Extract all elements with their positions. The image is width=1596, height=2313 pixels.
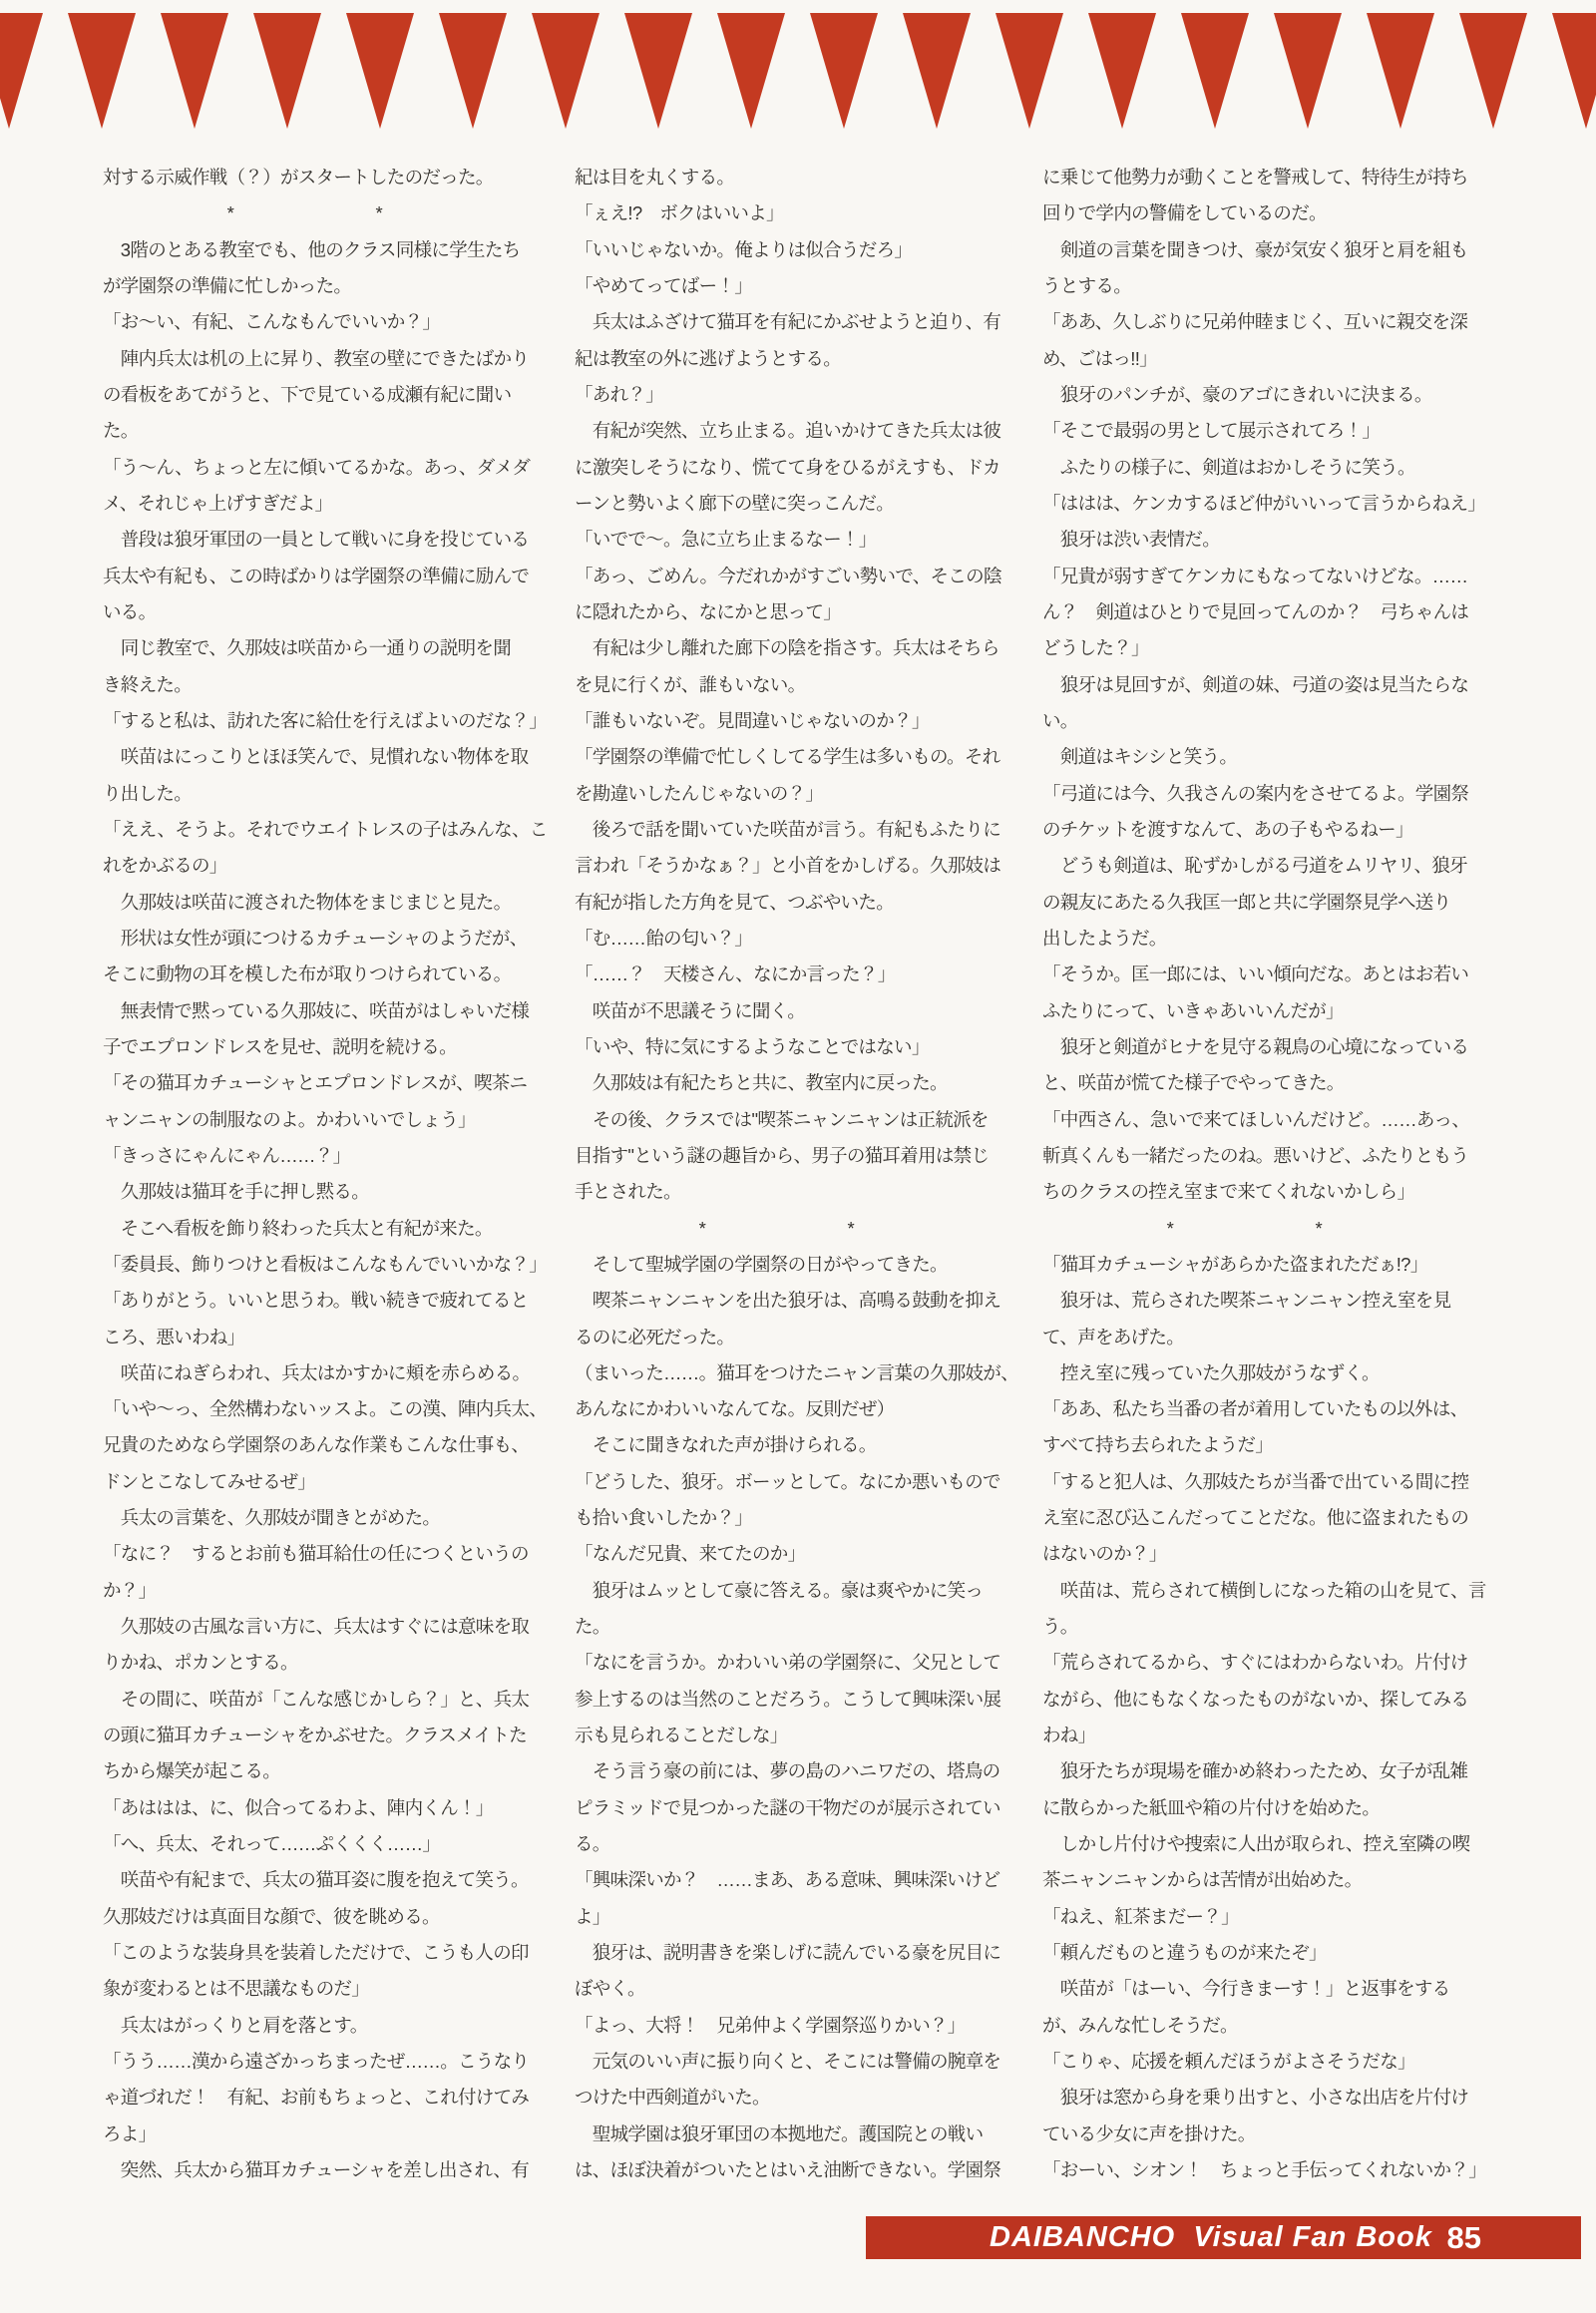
text-line: 「やめてってばー！」 <box>575 274 753 296</box>
text-line: 「おーい、シオン！ ちょっと手伝ってくれないか？」 <box>1042 2159 1487 2181</box>
text-line: め、ごはっ!!」 <box>1042 347 1157 369</box>
text-line: を勘違いしたんじゃないの？」 <box>575 782 824 804</box>
text-line: るのに必死だった。 <box>575 1326 735 1348</box>
text-line: ピラミッドで見つかった謎の干物だのが展示されてい <box>575 1796 1000 1818</box>
text-line: うとする。 <box>1042 274 1132 296</box>
text-line: 参上するのは当然のことだろう。こうして興味深い展 <box>575 1688 1001 1710</box>
text-line: 久那妓は猫耳を手に押し黙る。 <box>103 1181 370 1203</box>
text-line: 「なに？ するとお前も猫耳給仕の任につくというの <box>103 1543 529 1565</box>
text-line: ふたりの様子に、剣道はおかしそうに笑う。 <box>1042 456 1415 478</box>
text-line: しかし片付けや捜索に人出が取られ、控え室隣の喫 <box>1042 1833 1470 1855</box>
text-line: どうした？」 <box>1042 637 1149 659</box>
text-line: 「いいじゃないか。俺よりは似合うだろ」 <box>575 238 913 260</box>
text-line: 「いや〜っ、全然構わないッスよ。この漢、陣内兵太、 <box>103 1398 548 1420</box>
text-line: ふたりにって、いきゃあいいんだが」 <box>1042 999 1344 1021</box>
text-line: は、ほぼ決着がついたとはいえ油断できない。学園祭 <box>575 2159 1001 2181</box>
text-line: を見に行くが、誰もいない。 <box>575 673 806 695</box>
text-line: そう言う豪の前には、夢の島のハニワだの、塔鳥の <box>575 1760 1000 1782</box>
text-line: 対する示威作戦（？）がスタートしたのだった。 <box>103 167 494 188</box>
text-column-3 <box>1042 160 1493 2188</box>
pennant-icon <box>532 13 599 129</box>
text-line: 「よっ、大将！ 兄弟仲よく学園祭巡りかい？」 <box>575 2014 966 2036</box>
text-line: ドンとこなしてみせるぜ」 <box>103 1470 316 1492</box>
pennant-icon <box>0 13 43 129</box>
text-line: 「そうか。匡一郎には、いい傾向だな。あとはお若い <box>1042 964 1469 985</box>
text-line: * * <box>1042 1217 1323 1239</box>
text-line: すべて持ち去られたようだ」 <box>1042 1434 1274 1456</box>
text-line: 咲苗が「はーい、今行きまーす！」と返事をする <box>1042 1978 1450 2000</box>
pennant-icon <box>68 13 136 129</box>
text-line: 斬真くんも一緒だったのね。悪いけど、ふたりともう <box>1042 1144 1469 1166</box>
text-column-1 <box>103 160 554 2188</box>
text-line: 「すると犯人は、久那妓たちが当番で出ている間に控 <box>1042 1470 1469 1492</box>
text-line: が、みんな忙しそうだ。 <box>1042 2014 1238 2036</box>
text-line: 「学園祭の準備で忙しくしてる学生は多いもの。それ <box>575 746 1000 768</box>
text-line: 兵太はふざけて猫耳を有紀にかぶせようと迫り、有 <box>575 311 1001 333</box>
text-line: ん？ 剣道はひとりで見回ってんのか？ 弓ちゃんは <box>1042 600 1469 622</box>
text-line: * * <box>103 202 383 224</box>
pennant-icon <box>346 13 414 129</box>
text-line: に散らかった紙皿や箱の片付けを始めた。 <box>1042 1796 1381 1818</box>
text-line: 「ははは、ケンカするほど仲がいいって言うからねえ」 <box>1042 492 1486 514</box>
text-line: ころ、悪いわね」 <box>103 1326 245 1348</box>
text-line: ちから爆笑が起こる。 <box>103 1760 281 1782</box>
text-line: 「いでで〜。急に立ち止まるなー！」 <box>575 529 877 551</box>
text-line: に乗じて他勢力が動くことを警戒して、特待生が持ち <box>1042 167 1468 188</box>
text-line: 咲苗にねぎらわれ、兵太はかすかに頬を赤らめる。 <box>103 1361 531 1383</box>
pennant-banner <box>0 13 1596 129</box>
text-line: ろよ」 <box>103 2122 157 2144</box>
text-line: あんなにかわいいなんてな。反則だぜ） <box>575 1398 895 1420</box>
text-line: 「ああ、私たち当番の者が着用していたもの以外は、 <box>1042 1398 1468 1420</box>
text-line: 「あははは、に、似合ってるわよ、陣内くん！」 <box>103 1796 494 1818</box>
text-line: 兵太はがっくりと肩を落とす。 <box>103 2014 368 2036</box>
text-line: 「……？ 天楼さん、なにか言った？」 <box>575 964 896 985</box>
text-line: て、声をあげた。 <box>1042 1326 1185 1348</box>
text-line: 有紀が指した方角を見て、つぶやいた。 <box>575 891 895 913</box>
text-line: 咲苗は、荒らされて横倒しになった箱の山を見て、言 <box>1042 1579 1486 1601</box>
pennant-icon <box>1274 13 1342 129</box>
pennant-icon <box>439 13 507 129</box>
text-line: 紀は教室の外に逃げようとする。 <box>575 347 842 369</box>
text-line: 「きっさにゃんにゃん……？」 <box>103 1144 351 1166</box>
text-line: 「ぇえ!? ボクはいいよ」 <box>575 202 784 224</box>
text-line: 狼牙のパンチが、豪のアゴにきれいに決まる。 <box>1042 383 1432 405</box>
text-line: え室に忍び込こんだってことだな。他に盗まれたもの <box>1042 1507 1469 1529</box>
text-line: 「中西さん、急いで来てほしいんだけど。……あっ、 <box>1042 1108 1470 1130</box>
text-line: 兵太や有紀も、この時ばかりは学園祭の準備に励んで <box>103 565 530 586</box>
pennant-icon <box>717 13 785 129</box>
text-line: 咲苗が不思議そうに聞く。 <box>575 999 806 1021</box>
text-line: か？」 <box>103 1579 157 1601</box>
text-line: 狼牙はムッとして豪に答える。豪は爽やかに笑っ <box>575 1579 984 1601</box>
text-line: メ、それじゃ上げすぎだよ」 <box>103 492 333 514</box>
text-line: 子でエプロンドレスを見せ、説明を続ける。 <box>103 1035 457 1057</box>
text-line: り出した。 <box>103 782 193 804</box>
text-column-2 <box>575 160 1025 2188</box>
text-line: いる。 <box>103 600 157 622</box>
text-line: き終えた。 <box>103 673 193 695</box>
text-line: 3階のとある教室でも、他のクラス同様に学生たち <box>103 238 521 260</box>
pennant-icon <box>253 13 321 129</box>
text-line: 突然、兵太から猫耳カチューシャを差し出され、有 <box>103 2159 530 2181</box>
footer-bar <box>866 2216 1581 2259</box>
text-line: 紀は目を丸くする。 <box>575 167 735 188</box>
pennant-icon <box>810 13 878 129</box>
text-line: ゃ道づれだ！ 有紀、お前もちょっと、これ付けてみ <box>103 2087 530 2109</box>
text-line: 「いや、特に気にするようなことではない」 <box>575 1035 930 1057</box>
text-line: 目指す"という謎の趣旨から、男子の猫耳着用は禁じ <box>575 1144 990 1166</box>
text-line: 狼牙は、説明書きを楽しげに読んでいる豪を尻目に <box>575 1942 1001 1964</box>
text-line: つけた中西剣道がいた。 <box>575 2087 770 2109</box>
text-line: に隠れたから、なにかと思って」 <box>575 600 842 622</box>
text-line: 「誰もいないぞ。見間違いじゃないのか？」 <box>575 709 930 731</box>
text-line: 久那妓だけは真面目な顔で、彼を眺める。 <box>103 1905 440 1927</box>
text-line: 狼牙たちが現場を確かめ終わったため、女子が乱雑 <box>1042 1760 1468 1782</box>
pennant-icon <box>1181 13 1249 129</box>
text-line: 「へ、兵太、それって……ぷくくく……」 <box>103 1833 441 1855</box>
text-line: ている少女に声を掛けた。 <box>1042 2122 1256 2144</box>
text-line: そして聖城学園の学園祭の日がやってきた。 <box>575 1253 948 1275</box>
text-line: 咲苗はにっこりとほほ笑んで、見慣れない物体を取 <box>103 746 529 768</box>
text-line: そこに聞きなれた声が掛けられる。 <box>575 1434 877 1456</box>
text-line: わね」 <box>1042 1725 1096 1746</box>
text-line: も拾い食いしたか？」 <box>575 1507 753 1529</box>
text-line: ャンニャンの制服なのよ。かわいいでしょう」 <box>103 1108 476 1130</box>
text-line: 「ああ、久しぶりに兄弟仲睦まじく、互いに親交を深 <box>1042 311 1468 333</box>
text-line: 「その猫耳カチューシャとエプロンドレスが、喫茶ニ <box>103 1072 528 1094</box>
text-line: 示も見られることだしな」 <box>575 1725 788 1746</box>
text-line: と、咲苗が慌てた様子でやってきた。 <box>1042 1072 1345 1094</box>
text-line: 「兄貴が弱すぎてケンカにもなってないけどな。…… <box>1042 565 1468 586</box>
text-line: はないのか？」 <box>1042 1543 1167 1565</box>
text-line: りかね、ポカンとする。 <box>103 1652 298 1674</box>
text-line: 「どうした、狼牙。ボーッとして。なにか悪いもので <box>575 1470 1000 1492</box>
text-line: 控え室に残っていた久那妓がうなずく。 <box>1042 1361 1380 1383</box>
text-line: 同じ教室で、久那妓は咲苗から一通りの説明を聞 <box>103 637 512 659</box>
text-line: 「あっ、ごめん。今だれかがすごい勢いで、そこの陰 <box>575 565 1001 586</box>
text-line: の親友にあたる久我匡一郎と共に学園祭見学へ送り <box>1042 891 1451 913</box>
text-line: 「興味深いか？ ……まあ、ある意味、興味深いけど <box>575 1869 1000 1891</box>
text-line: 有紀が突然、立ち止まる。追いかけてきた兵太は彼 <box>575 420 1001 442</box>
text-line: ちのクラスの控え室まで来てくれないかしら」 <box>1042 1181 1415 1203</box>
text-line: 「なにを言うか。かわいい弟の学園祭に、父兄として <box>575 1652 1001 1674</box>
text-line: 「あれ？」 <box>575 383 664 405</box>
text-line: い。 <box>1042 709 1078 731</box>
text-line: 茶ニャンニャンからは苦情が出始めた。 <box>1042 1869 1363 1891</box>
text-line: 「こりゃ、応援を頼んだほうがよさそうだな」 <box>1042 2051 1415 2073</box>
text-line: そこへ看板を飾り終わった兵太と有紀が来た。 <box>103 1217 493 1239</box>
text-line: う。 <box>1042 1616 1078 1638</box>
text-line: 「うう……漢から遠ざかっちまったぜ……。こうなり <box>103 2051 530 2073</box>
text-line: その間に、咲苗が「こんな感じかしら？」と、兵太 <box>103 1688 530 1710</box>
text-line: 「む……飴の匂い？」 <box>575 927 753 949</box>
text-line: のチケットを渡すなんて、あの子もやるねー」 <box>1042 818 1413 840</box>
text-line: 狼牙は見回すが、剣道の妹、弓道の姿は見当たらな <box>1042 673 1469 695</box>
text-line: れをかぶるの」 <box>103 855 227 877</box>
pennant-icon <box>1088 13 1156 129</box>
text-line: 久那妓の古風な言い方に、兵太はすぐには意味を取 <box>103 1616 530 1638</box>
text-line: そこに動物の耳を模した布が取りつけられている。 <box>103 964 512 985</box>
text-line: 兄貴のためなら学園祭のあんな作業もこんな仕事も、 <box>103 1434 530 1456</box>
text-line: 「ええ、そうよ。それでウエイトレスの子はみんな、こ <box>103 818 548 840</box>
text-line: 狼牙は窓から身を乗り出すと、小さな出店を片付け <box>1042 2087 1469 2109</box>
text-line: 「なんだ兄貴、来てたのか」 <box>575 1543 806 1565</box>
text-line: 有紀は少し離れた廊下の陰を指さす。兵太はそちら <box>575 637 999 659</box>
text-line: 陣内兵太は机の上に昇り、教室の壁にできたばかり <box>103 347 530 369</box>
pennant-icon <box>1552 13 1596 129</box>
text-line: 狼牙と剣道がヒナを見守る親鳥の心境になっている <box>1042 1035 1469 1057</box>
text-line: 言われ「そうかなぁ？」と小首をかしげる。久那妓は <box>575 855 1001 877</box>
text-line: その後、クラスでは"喫茶ニャンニャンは正統派を <box>575 1108 989 1130</box>
text-line: の頭に猫耳カチューシャをかぶせた。クラスメイトた <box>103 1725 527 1746</box>
publication-title: DAIBANCHO Visual Fan Book <box>990 2221 1432 2253</box>
text-line: 象が変わるとは不思議なものだ」 <box>103 1978 370 2000</box>
pennant-icon <box>903 13 971 129</box>
text-line: 狼牙は渋い表情だ。 <box>1042 529 1221 551</box>
text-line: た。 <box>103 420 139 442</box>
page-number: 85 <box>1446 2219 1481 2255</box>
text-line: が学園祭の準備に忙しかった。 <box>103 274 352 296</box>
text-line: 「そこで最弱の男として展示されてろ！」 <box>1042 420 1381 442</box>
text-line: よ」 <box>575 1905 610 1927</box>
text-line: 「荒らされてるから、すぐにはわからないわ。片付け <box>1042 1652 1468 1674</box>
text-line: 「頼んだものと違うものが来たぞ」 <box>1042 1942 1327 1964</box>
pennant-icon <box>1367 13 1434 129</box>
text-line: 「う〜ん、ちょっと左に傾いてるかな。あっ、ダメダ <box>103 456 531 478</box>
text-line: 「ありがとう。いいと思うわ。戦い続きで疲れてると <box>103 1290 529 1312</box>
pennant-icon <box>1459 13 1527 129</box>
text-line: 咲苗や有紀まで、兵太の猫耳姿に腹を抱えて笑う。 <box>103 1869 529 1891</box>
text-line: （まいった……。猫耳をつけたニャン言葉の久那妓が、 <box>575 1361 1019 1383</box>
text-line: 久那妓は有紀たちと共に、教室内に戻った。 <box>575 1072 948 1094</box>
text-line: 出したようだ。 <box>1042 927 1167 949</box>
text-line: どうも剣道は、恥ずかしがる弓道をムリヤリ、狼牙 <box>1042 855 1467 877</box>
text-line: 剣道の言葉を聞きつけ、豪が気安く狼牙と肩を組も <box>1042 238 1468 260</box>
text-line: 剣道はキシシと笑う。 <box>1042 746 1238 768</box>
text-line: ーンと勢いよく廊下の壁に突っこんだ。 <box>575 492 895 514</box>
text-line: 「お〜い、有紀、こんなもんでいいか？」 <box>103 311 441 333</box>
text-line: の看板をあてがうと、下で見ている成瀬有紀に聞い <box>103 383 512 405</box>
text-line: る。 <box>575 1833 610 1855</box>
text-line: 久那妓は咲苗に渡された物体をまじまじと見た。 <box>103 891 512 913</box>
text-line: た。 <box>575 1616 610 1638</box>
text-line: 後ろで話を聞いていた咲苗が言う。有紀もふたりに <box>575 818 1001 840</box>
text-line: 元気のいい声に振り向くと、そこには警備の腕章を <box>575 2051 1001 2073</box>
text-line: 狼牙は、荒らされた喫茶ニャンニャン控え室を見 <box>1042 1290 1451 1312</box>
text-line: * * <box>575 1217 855 1239</box>
text-line: 「すると私は、訪れた客に給仕を行えばよいのだな？」 <box>103 709 548 731</box>
text-line: ぼやく。 <box>575 1978 645 2000</box>
text-line: 「委員長、飾りつけと看板はこんなもんでいいかな？」 <box>103 1253 548 1275</box>
text-line: ながら、他にもなくなったものがないか、探してみる <box>1042 1688 1469 1710</box>
text-line: 聖城学園は狼牙軍団の本拠地だ。護国院との戦い <box>575 2122 984 2144</box>
text-line: 兵太の言葉を、久那妓が聞きとがめた。 <box>103 1507 441 1529</box>
pennant-icon <box>996 13 1063 129</box>
text-line: 無表情で黙っている久那妓に、咲苗がはしゃいだ様 <box>103 999 530 1021</box>
pennant-icon <box>161 13 228 129</box>
text-line: 形状は女性が頭につけるカチューシャのようだが、 <box>103 927 528 949</box>
pennant-icon <box>624 13 692 129</box>
text-line: 「猫耳カチューシャがあらかた盗まれただぁ!?」 <box>1042 1253 1428 1275</box>
text-line: 「弓道には今、久我さんの案内をさせてるよ。学園祭 <box>1042 782 1469 804</box>
text-line: に激突しそうになり、慌てて身をひるがえすも、ドカ <box>575 456 1000 478</box>
text-line: 「このような装身具を装着しただけで、こうも人の印 <box>103 1942 529 1964</box>
text-line: 「ねえ、紅茶まだー？」 <box>1042 1905 1239 1927</box>
text-line: 普段は狼牙軍団の一員として戦いに身を投じている <box>103 529 530 551</box>
text-line: 喫茶ニャンニャンを出た狼牙は、高鳴る鼓動を抑え <box>575 1290 1001 1312</box>
text-line: 回りで学内の警備をしているのだ。 <box>1042 202 1327 224</box>
text-line: 手とされた。 <box>575 1181 681 1203</box>
